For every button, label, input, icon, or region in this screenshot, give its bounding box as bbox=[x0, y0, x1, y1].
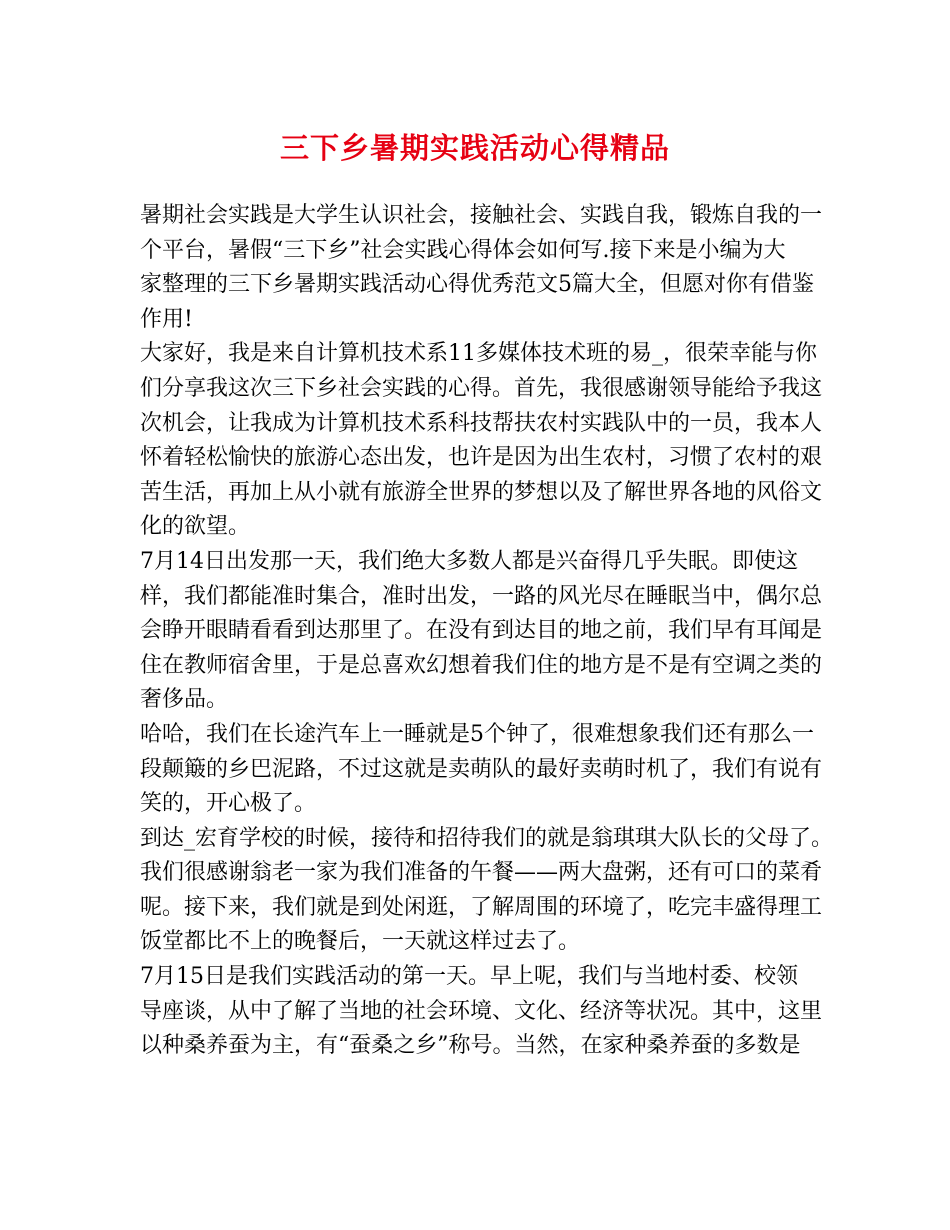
text-line: 饭堂都比不上的晚餐后，一天就这样过去了。 bbox=[140, 929, 581, 955]
text-line: 样，我们都能准时集合，准时出发，一路的风光尽在睡眠当中，偶尔总 bbox=[140, 583, 823, 609]
document-body bbox=[140, 199, 834, 1064]
text-line: 们分享我这次三下乡社会实践的心得。首先，我很感谢领导能给予我这 bbox=[140, 375, 823, 401]
text-line: 会睁开眼睛看看到达那里了。在没有到达目的地之前，我们早有耳闻是 bbox=[140, 618, 823, 644]
text-line: 暑期社会实践是大学生认识社会，接触社会、实践自我，锻炼自我的一 bbox=[140, 203, 823, 228]
text-line: 个平台，暑假“三下乡”社会实践心得体会如何写.接下来是小编为大 bbox=[140, 237, 786, 263]
text-line: 次机会，让我成为计算机技术系科技帮扶农村实践队中的一员，我本人 bbox=[140, 410, 823, 436]
paragraph-arrival bbox=[140, 822, 834, 960]
text-line: 化的欲望。 bbox=[140, 514, 251, 540]
text-line: 哈哈，我们在长途汽车上一睡就是5个钟了，很难想象我们还有那么一 bbox=[140, 721, 814, 747]
text-line: 导座谈，从中了解了当地的社会环境、文化、经济等状况。其中，这里 bbox=[140, 998, 823, 1024]
text-line: 7月15日是我们实践活动的第一天。早上呢，我们与当地村委、校领 bbox=[140, 964, 798, 990]
text-line: 段颠簸的乡巴泥路，不过这就是卖萌队的最好卖萌时机了，我们有说有 bbox=[140, 756, 823, 782]
paragraph-first-day bbox=[140, 960, 823, 1064]
document-title: 三下乡暑期实践活动心得精品 bbox=[279, 131, 670, 165]
paragraph-intro bbox=[140, 199, 823, 337]
text-line: 住在教师宿舍里，于是总喜欢幻想着我们住的地方是不是有空调之类的 bbox=[140, 652, 823, 678]
text-line: 7月14日出发那一天，我们绝大多数人都是兴奋得几乎失眠。即使这 bbox=[140, 548, 798, 574]
text-line: 大家好，我是来自计算机技术系11多媒体技术班的易_，很荣幸能与你 bbox=[140, 341, 817, 367]
text-line: 家整理的三下乡暑期实践活动心得优秀范文5篇大全，但愿对你有借鉴 bbox=[140, 272, 814, 298]
paragraph-bus-ride bbox=[140, 718, 823, 822]
paragraph-departure bbox=[140, 545, 823, 718]
text-line: 作用! bbox=[140, 306, 193, 332]
text-line: 以种桑养蚕为主，有“蚕桑之乡”称号。当然，在家种桑养蚕的多数是 bbox=[140, 1033, 801, 1059]
text-line: 呢。接下来，我们就是到处闲逛，了解周围的环境了，吃完丰盛得理工 bbox=[140, 894, 823, 920]
text-line: 笑的，开心极了。 bbox=[140, 791, 317, 817]
text-line: 奢侈品。 bbox=[140, 687, 229, 713]
text-line: 苦生活，再加上从小就有旅游全世界的梦想以及了解世界各地的风俗文 bbox=[140, 479, 823, 505]
text-line: 怀着轻松愉快的旅游心态出发，也许是因为出生农村，习惯了农村的艰 bbox=[140, 445, 823, 471]
paragraph-greeting bbox=[140, 337, 823, 545]
text-line: 到达_宏育学校的时候，接待和招待我们的就是翁琪琪大队长的父母了。 bbox=[140, 825, 834, 851]
text-line: 我们很感谢翁老一家为我们准备的午餐——两大盘粥，还有可口的菜肴 bbox=[140, 860, 823, 886]
